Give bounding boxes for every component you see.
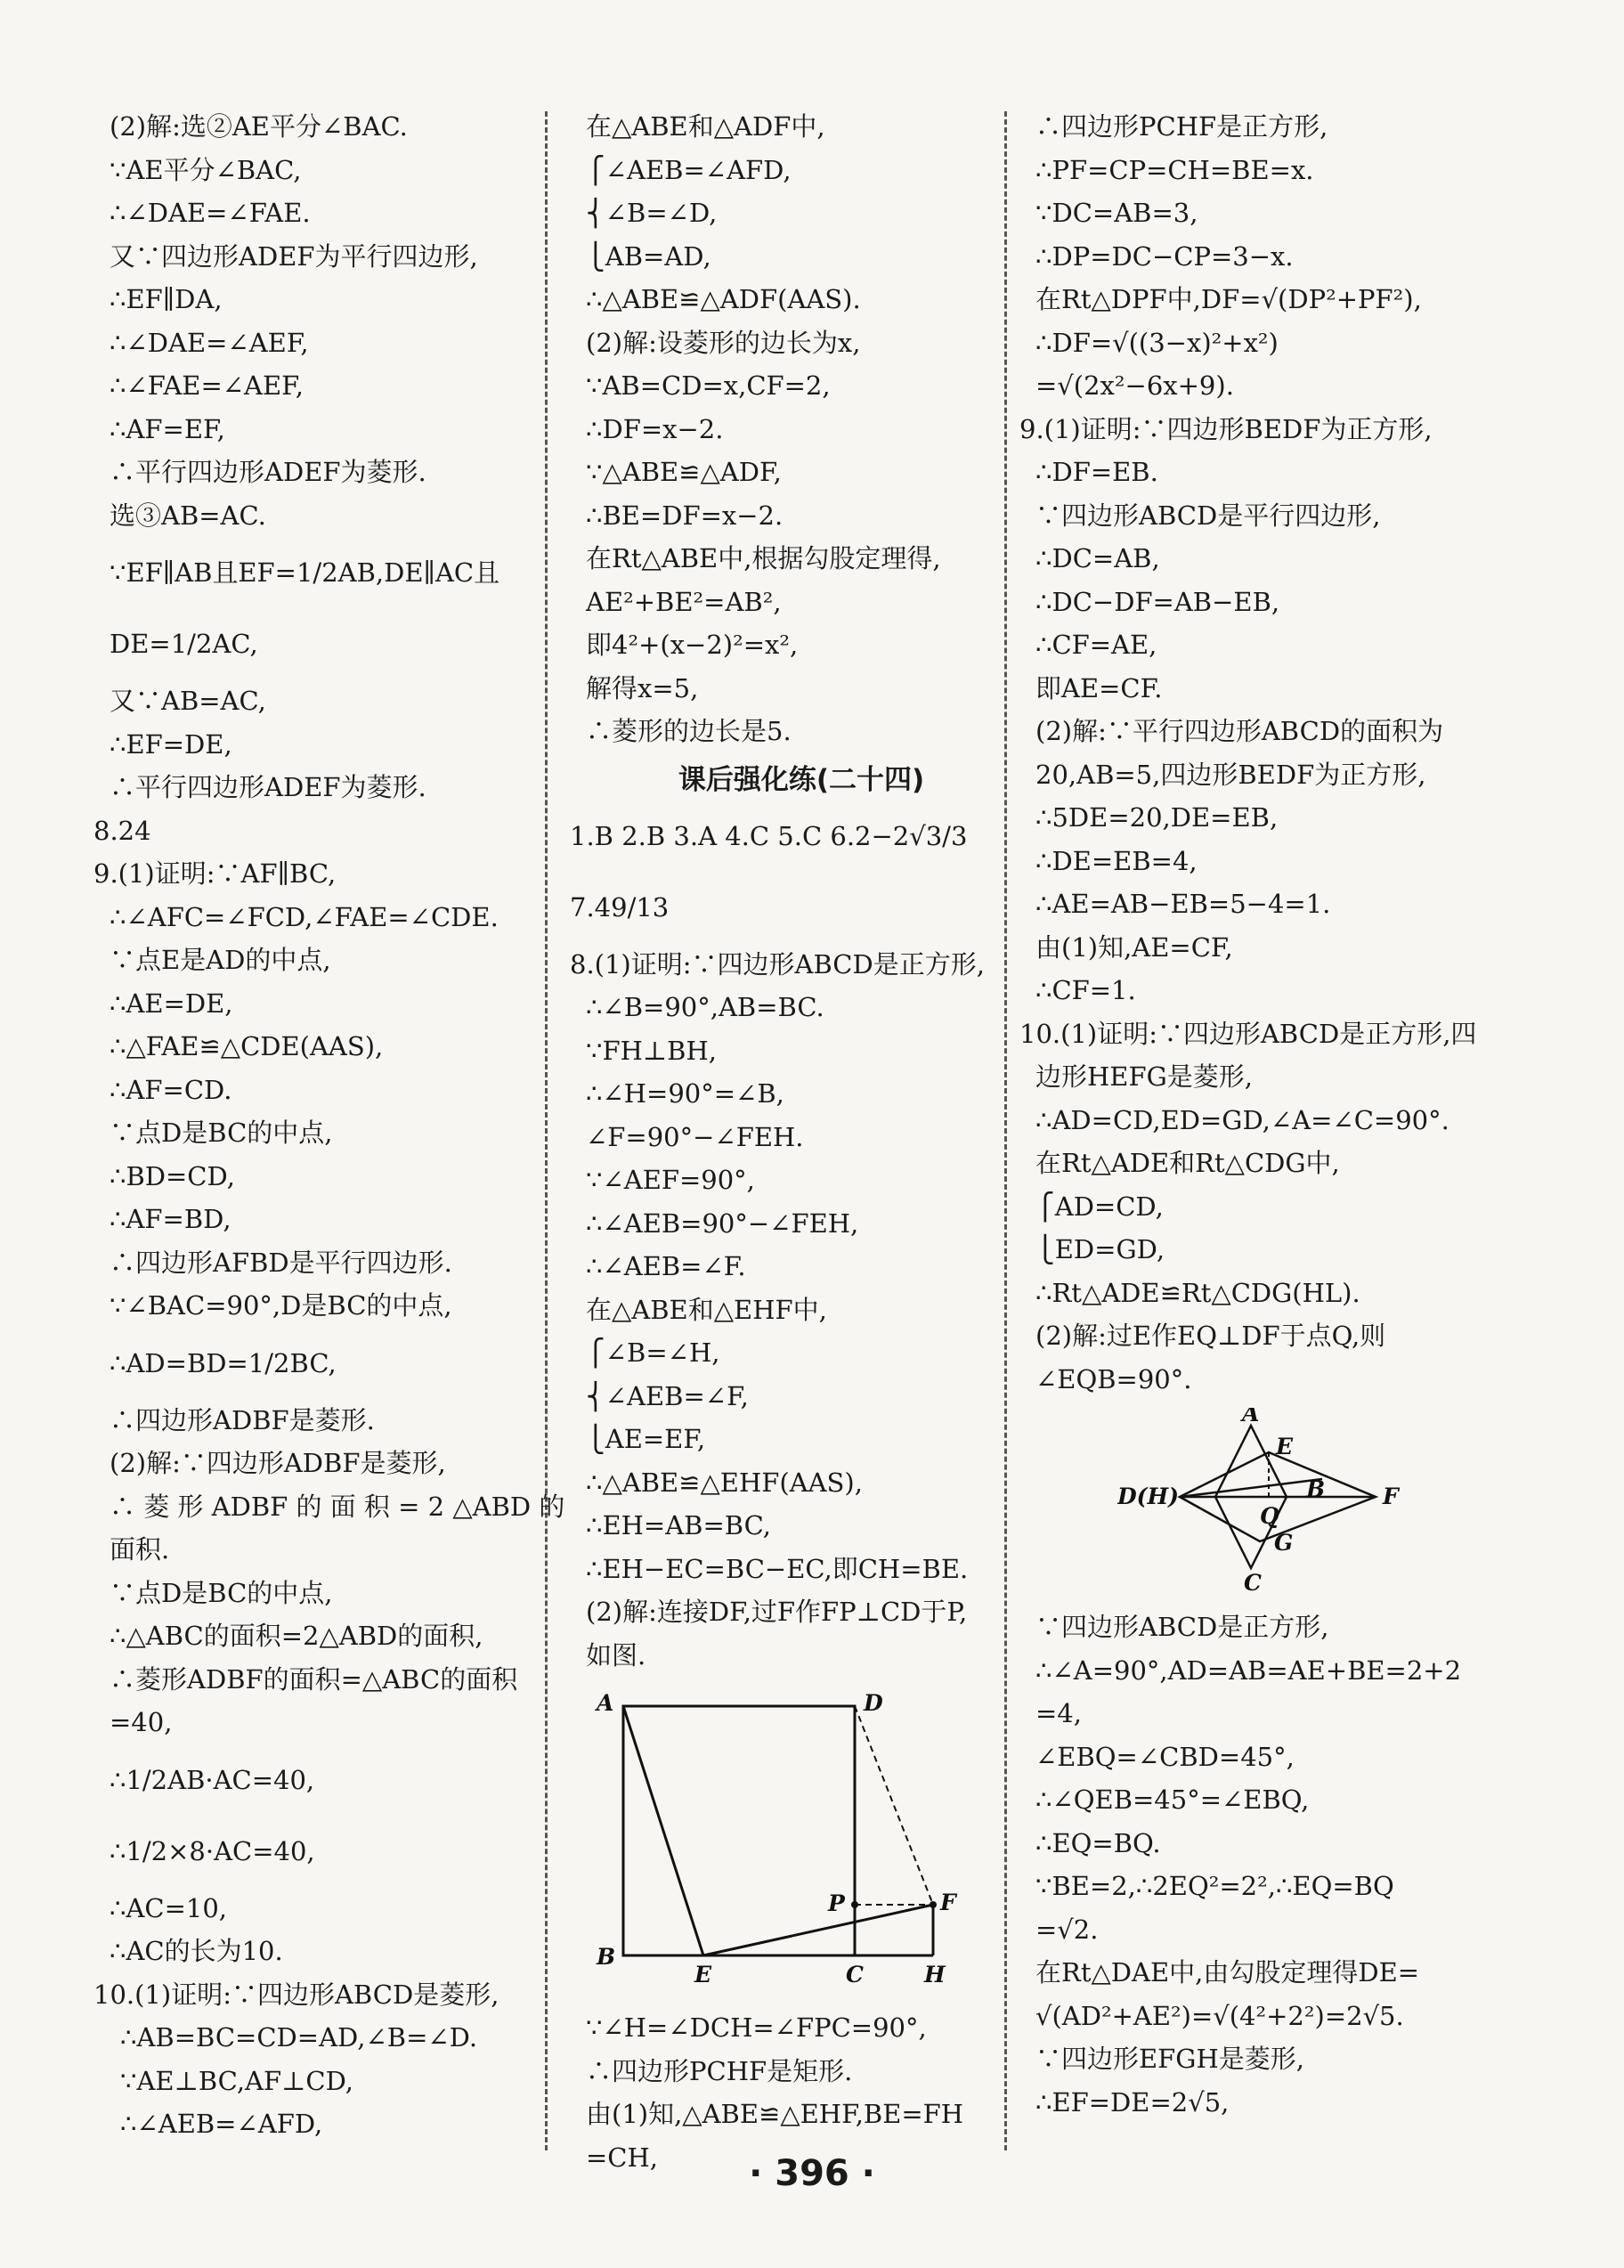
text-line: ∴AE=AB−EB=5−4=1. <box>1035 889 1331 919</box>
text-line: 在Rt△ABE中,根据勾股定理得, <box>586 543 941 573</box>
text-line: 1.B 2.B 3.A 4.C 5.C 6.2−2√3/3 <box>570 820 968 851</box>
text-line: ∵点D是BC的中点, <box>110 1577 333 1608</box>
text-line: 8.24 <box>93 815 151 846</box>
text-line: (2)解:∵平行四边形ABCD的面积为 <box>1035 716 1444 746</box>
label-e: E <box>694 1962 712 1988</box>
text-line: 即4²+(x−2)²=x², <box>586 630 799 660</box>
text-line: ∴AC的长为10. <box>110 1936 283 1966</box>
text-line: ∵BE=2,∴2EQ²=2²,∴EQ=BQ <box>1035 1871 1394 1901</box>
middle-column <box>570 105 997 2179</box>
text-line: AE²+BE²=AB², <box>586 586 782 617</box>
text-line: ∴DF=√((3−x)²+x²) <box>1035 327 1279 358</box>
text-line: ∴AD=CD,ED=GD,∠A=∠C=90°. <box>1035 1104 1449 1135</box>
text-line: ∴EH=AB=BC, <box>586 1510 771 1540</box>
label-d: D <box>864 1690 883 1716</box>
text-line: ∴ 菱 形 ADBF 的 面 积 = 2 △ABD 的 <box>110 1491 565 1522</box>
text-line: 选③AB=AC. <box>110 500 266 531</box>
text-line: ∴∠AEB=90°−∠FEH, <box>586 1207 859 1239</box>
label-b: B <box>1306 1476 1326 1502</box>
text-line: 在Rt△DPF中,DF=√(DP²+PF²), <box>1035 284 1422 314</box>
text-line: ∴EF=DE=2√5, <box>1035 2086 1230 2118</box>
text-line: (2)解:选②AE平分∠BAC. <box>110 111 408 142</box>
text-line: ∴BD=CD, <box>110 1160 235 1191</box>
label-c: C <box>846 1962 864 1988</box>
text-line: 由(1)知,AE=CF, <box>1035 931 1233 963</box>
text-line: ⎧∠AEB=∠AFD, <box>586 154 792 185</box>
text-line: ∴DF=x−2. <box>586 413 724 444</box>
text-line: 10.(1)证明:∵四边形ABCD是正方形,四 <box>1019 1018 1477 1049</box>
text-line: ∠EQB=90°. <box>1035 1363 1192 1394</box>
text-line: =CH, <box>586 2142 658 2173</box>
text-line: ∴1/2AB·AC=40, <box>110 1764 315 1795</box>
label-h: H <box>924 1962 946 1988</box>
text-line: =40, <box>110 1707 173 1737</box>
text-line: ∴四边形PCHF是正方形, <box>1035 111 1328 142</box>
text-line: ∴∠FAE=∠AEF, <box>110 370 304 401</box>
text-line: ∴∠DAE=∠AEF, <box>110 327 309 358</box>
text-line: ∴AF=CD. <box>110 1074 232 1105</box>
text-line: ∵DC=AB=3, <box>1035 198 1198 228</box>
text-line: 9.(1)证明:∵AF∥BC, <box>93 858 337 889</box>
square-diagram <box>570 1684 962 1996</box>
text-line: ∵四边形ABCD是正方形, <box>1035 1612 1329 1642</box>
text-line: ⎨∠B=∠D, <box>586 198 718 228</box>
text-line: 如图. <box>586 1639 646 1671</box>
label-e: E <box>1276 1434 1294 1459</box>
text-line: ⎩AB=AD, <box>586 240 711 272</box>
solution-block <box>1019 1605 1482 2124</box>
text-line: ∴△ABC的面积=2△ABD的面积, <box>110 1621 483 1651</box>
text-line: ∴DC−DF=AB−EB, <box>1035 586 1280 617</box>
text-line: =√(2x²−6x+9). <box>1035 370 1234 401</box>
text-line: ∴AF=BD, <box>110 1204 231 1234</box>
text-line: ∴∠AEB=∠F. <box>586 1251 746 1281</box>
text-line: 边形HEFG是菱形, <box>1035 1061 1253 1092</box>
text-line: ∴四边形ADBF是菱形. <box>110 1404 375 1435</box>
text-line: =4, <box>1035 1698 1082 1728</box>
text-line: ∴EH−EC=BC−EC,即CH=BE. <box>586 1553 969 1584</box>
text-line: ∴Rt△ADE≌Rt△CDG(HL). <box>1035 1277 1360 1308</box>
text-line: ∴BE=DF=x−2. <box>586 500 784 531</box>
text-line: ∵AB=CD=x,CF=2, <box>586 370 831 401</box>
text-line: ∵EF∥AB且EF=1/2AB,DE∥AC且 <box>110 557 500 588</box>
segment-df-dashed <box>855 1706 933 1905</box>
text-line: ∴∠AFC=∠FCD,∠FAE=∠CDE. <box>110 901 499 932</box>
label-b: B <box>597 1944 616 1970</box>
square-figure <box>570 1684 997 1999</box>
rhombus-diagram <box>1117 1408 1438 1595</box>
text-line: ∴平行四边形ADEF为菱形. <box>110 772 426 802</box>
left-column <box>93 105 565 2146</box>
label-p: P <box>828 1890 845 1916</box>
text-line: 9.(1)证明:∵四边形BEDF为正方形, <box>1019 413 1433 444</box>
text-line: ∴∠H=90°=∠B, <box>586 1078 784 1109</box>
text-line: (2)解:过E作EQ⊥DF于点Q,则 <box>1035 1321 1386 1351</box>
text-line: 在Rt△ADE和Rt△CDG中, <box>1035 1148 1340 1178</box>
page-number: · 396 · <box>749 2153 875 2194</box>
label-a: A <box>1242 1408 1260 1427</box>
text-line: ∴AB=BC=CD=AD,∠B=∠D. <box>120 2022 478 2053</box>
text-line: ∵四边形ABCD是平行四边形, <box>1035 500 1381 531</box>
text-line: DE=1/2AC, <box>110 629 258 659</box>
text-line: ∴∠AEB=∠AFD, <box>120 2109 323 2139</box>
text-line: ∵△ABE≌△ADF, <box>586 457 782 487</box>
text-line: ∵∠BAC=90°,D是BC的中点, <box>110 1290 452 1321</box>
text-line: ∴CF=1. <box>1035 975 1136 1005</box>
text-line: 20,AB=5,四边形BEDF为正方形, <box>1035 759 1426 790</box>
text-line: ⎨∠AEB=∠F, <box>586 1380 749 1411</box>
solution-block <box>570 801 997 1678</box>
text-line: ∴AC=10, <box>110 1892 228 1923</box>
text-line: ∴CF=AE, <box>1035 630 1157 660</box>
segment-ae <box>623 1706 703 1955</box>
text-line: ∴DE=EB=4, <box>1035 845 1198 876</box>
text-line: ∴△ABE≌△ADF(AAS). <box>586 284 861 314</box>
text-line: 在△ABE和△EHF中, <box>586 1294 827 1325</box>
text-line: 在△ABE和△ADF中, <box>586 111 825 142</box>
text-line: ∴1/2×8·AC=40, <box>110 1835 315 1866</box>
text-line: (2)解:∵四边形ADBF是菱形, <box>110 1448 446 1478</box>
text-line: ∴AF=EF, <box>110 413 225 444</box>
text-line: 10.(1)证明:∵四边形ABCD是菱形, <box>93 1979 499 2010</box>
text-line: 即AE=CF. <box>1035 672 1163 703</box>
text-line: ∴EQ=BQ. <box>1035 1827 1161 1858</box>
text-line: ∴平行四边形ADEF为菱形. <box>110 457 426 487</box>
text-line: ∴∠DAE=∠FAE. <box>110 198 311 228</box>
text-line: ∴∠B=90°,AB=BC. <box>586 992 824 1022</box>
label-g: G <box>1274 1530 1294 1556</box>
label-c: C <box>1244 1570 1262 1595</box>
solution-block <box>570 105 997 753</box>
text-line: ∴∠A=90°,AD=AB=AE+BE=2+2 <box>1035 1654 1462 1686</box>
text-line: 8.(1)证明:∵四边形ABCD是正方形, <box>570 948 985 980</box>
text-line: 面积. <box>110 1534 170 1565</box>
text-line: (2)解:设菱形的边长为x, <box>586 327 861 358</box>
label-f: F <box>940 1890 956 1915</box>
right-column <box>1019 105 1482 2124</box>
section-title: 课后强化练(二十四) <box>678 763 925 796</box>
text-line: 7.49/13 <box>570 891 670 923</box>
text-line: ⎩AE=EF, <box>586 1424 706 1454</box>
text-line: 在Rt△DAE中,由勾股定理得DE= <box>1035 1957 1420 1988</box>
text-line: ∴∠QEB=45°=∠EBQ, <box>1035 1784 1310 1815</box>
text-line: ∴△FAE≌△CDE(AAS), <box>110 1031 384 1061</box>
column-divider <box>545 111 548 2150</box>
point-f <box>930 1901 937 1908</box>
text-line: ∴AE=DE, <box>110 988 233 1019</box>
label-a: A <box>597 1690 614 1716</box>
text-line: ∵四边形EFGH是菱形, <box>1035 2044 1304 2074</box>
text-line: 解得x=5, <box>586 672 699 703</box>
text-line: ⎧∠B=∠H, <box>586 1337 720 1368</box>
text-line: ∵AE⊥BC,AF⊥CD, <box>120 2065 354 2096</box>
text-line: ∴菱形的边长是5. <box>586 716 792 746</box>
solution-block <box>1019 105 1482 1401</box>
column-divider <box>1004 111 1007 2150</box>
text-line: ∴5DE=20,DE=EB, <box>1035 802 1279 833</box>
text-line: ∵点E是AD的中点, <box>110 945 331 975</box>
text-line: 又∵四边形ADEF为平行四边形, <box>110 240 478 272</box>
text-line: √(AD²+AE²)=√(4²+2²)=2√5. <box>1035 2000 1404 2031</box>
square-abcd <box>623 1706 855 1955</box>
text-line: ∴EF∥DA, <box>110 284 223 314</box>
text-line: ∴DP=DC−CP=3−x. <box>1035 240 1294 272</box>
text-line: ∠F=90°−∠FEH. <box>586 1121 804 1152</box>
rhombus-figure <box>1019 1408 1482 1598</box>
text-line: ∴四边形AFBD是平行四边形. <box>110 1247 452 1278</box>
text-line: 由(1)知,△ABE≌△EHF,BE=FH <box>586 2099 964 2129</box>
text-line: ∠EBQ=∠CBD=45°, <box>1035 1741 1295 1772</box>
diagonal-db <box>1180 1479 1322 1497</box>
text-line: (2)解:连接DF,过F作FP⊥CD于P, <box>586 1597 968 1627</box>
text-line: 又∵AB=AC, <box>110 686 266 716</box>
text-line: ∴PF=CP=CH=BE=x. <box>1035 154 1314 185</box>
text-line: ∴DC=AB, <box>1035 543 1160 573</box>
text-line: ∴菱形ADBF的面积=△ABC的面积 <box>110 1663 518 1695</box>
text-line: ⎩ED=GD, <box>1035 1234 1165 1264</box>
text-line: ∴EF=DE, <box>110 728 232 760</box>
text-line: ∴△ABE≌△EHF(AAS), <box>586 1467 863 1498</box>
text-line: ⎧AD=CD, <box>1035 1191 1164 1222</box>
text-line: ∴四边形PCHF是矩形. <box>586 2055 853 2086</box>
text-line: ∵AE平分∠BAC, <box>110 154 302 185</box>
point-p <box>851 1901 858 1908</box>
text-line: =√2. <box>1035 1914 1099 1945</box>
text-line: ∵点D是BC的中点, <box>110 1118 333 1148</box>
segment-ef <box>703 1905 933 1955</box>
label-f: F <box>1383 1484 1399 1509</box>
text-line: ∵∠AEF=90°, <box>586 1165 755 1195</box>
label-q: Q <box>1260 1503 1279 1529</box>
text-line: ∵∠H=∠DCH=∠FPC=90°, <box>586 2012 927 2043</box>
text-line: ∴AD=BD=1/2BC, <box>110 1347 337 1378</box>
text-line: ∵FH⊥BH, <box>586 1035 717 1066</box>
label-dh: D(H) <box>1117 1484 1179 1509</box>
text-line: ∴DF=EB. <box>1035 457 1158 487</box>
